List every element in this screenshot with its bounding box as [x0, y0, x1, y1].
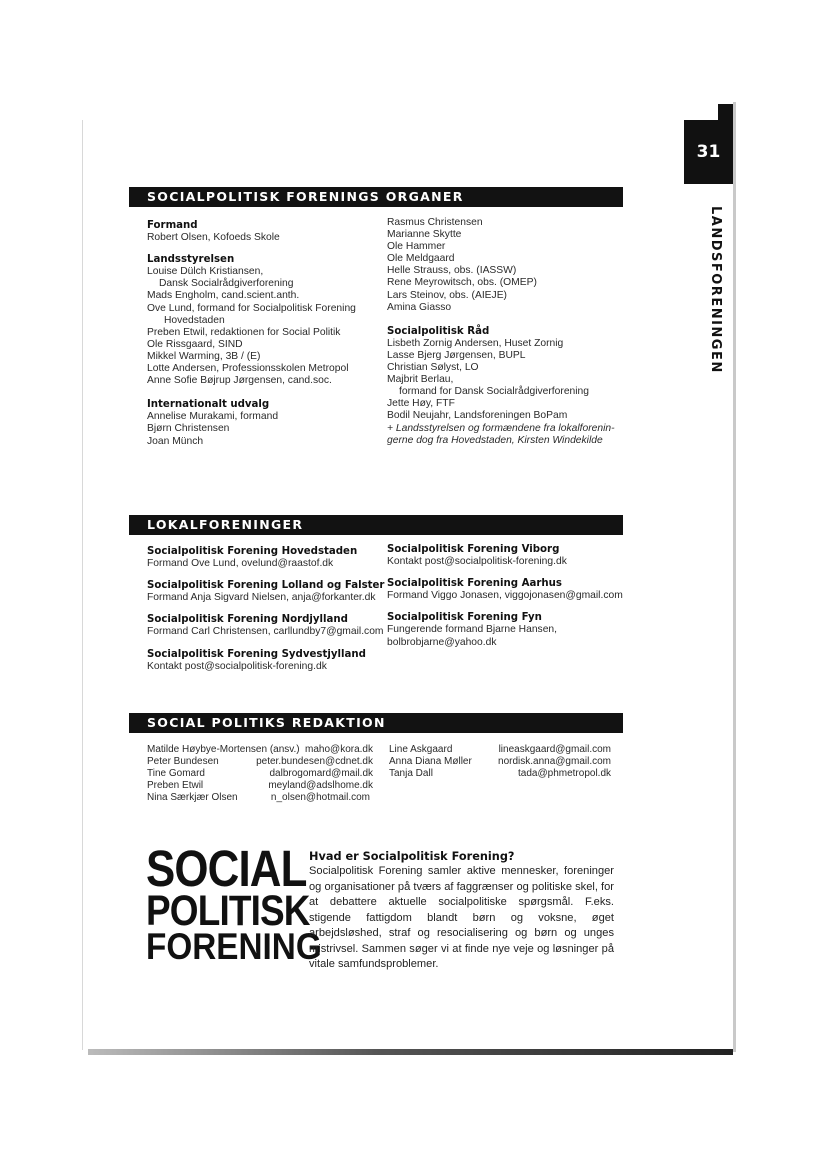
landsstyrelsen-member: Rene Meyrowitsch, obs. (OMEP) [387, 277, 537, 289]
raad-member: Majbrit Berlau, [387, 374, 454, 386]
page-number: 31 [684, 120, 733, 184]
landsstyrelsen-member: Lars Steinov, obs. (AIEJE) [387, 289, 507, 301]
landsstyrelsen-heading: Landsstyrelsen [147, 254, 235, 266]
landsstyrelsen-member: Helle Strauss, obs. (IASSW) [387, 265, 517, 277]
lokalforening-contact: Kontakt post@socialpolitisk-forening.dk [387, 556, 567, 568]
logo-line: POLITISK [146, 887, 310, 935]
raad-member: Christian Sølyst, LO [387, 362, 479, 374]
raad-member: Lisbeth Zornig Andersen, Huset Zornig [387, 337, 564, 349]
redaktion-member-email: meyland@adslhome.dk [268, 780, 373, 791]
about-text: Socialpolitisk Forening samler aktive mennesker, foreninger og organisationer på tværs af faggrænser og politiske skel, for at debattere aktuelle socialpolitiske spørgsmål. F.eks. stigende fattigdom blandt børn og voksne, øget arbejdsløshed, straf og resocialisering og børn og unges mistrivsel. Sammen søger vi at finde nye veje og løsninger på vitale samfundsproblemer. [309, 865, 614, 970]
logo-line: FORENING [146, 926, 322, 967]
landsstyrelsen-member: Preben Etwil, redaktionen for Social Politik [147, 326, 341, 338]
redaktion-member-email: peter.bundesen@cdnet.dk [256, 756, 373, 767]
lokalforening-name: Socialpolitisk Forening Lolland og Falster [147, 580, 385, 592]
lokalforening-contact: Formand Anja Sigvard Nielsen, anja@forkanter.dk [147, 592, 376, 604]
landsstyrelsen-member: Ole Meldgaard [387, 253, 455, 265]
lokalforening-name: Socialpolitisk Forening Fyn [387, 612, 542, 624]
lokalforening-name: Socialpolitisk Forening Viborg [387, 544, 560, 555]
bottom-rule [88, 1049, 733, 1055]
raad-member: Jette Høy, FTF [387, 398, 455, 410]
redaktion-right-list [389, 744, 611, 784]
raad-member: Bodil Neujahr, Landsforeningen BoPam [387, 410, 568, 422]
internationalt-heading: Internationalt udvalg [147, 399, 270, 411]
redaktion-member-email: lineaskgaard@gmail.com [498, 744, 611, 755]
landsstyrelsen-member: Anne Sofie Bøjrup Jørgensen, cand.soc. [147, 375, 332, 387]
section-side-label: LANDSFORENINGEN [708, 206, 723, 374]
raad-member: formand for Dansk Socialrådgiverforening [399, 386, 590, 398]
lokalforening-contact: Formand Viggo Jonasen, viggojonasen@gmail.com [387, 590, 623, 602]
landsstyrelsen-member: Dansk Socialrådgiverforening [159, 278, 294, 290]
raad-member: Lasse Bjerg Jørgensen, BUPL [387, 349, 526, 361]
raad-heading: Socialpolitisk Råd [387, 325, 490, 337]
lokalforening-name: Socialpolitisk Forening Hovedstaden [147, 546, 358, 557]
landsstyrelsen-member: Rasmus Christensen [387, 217, 483, 228]
formand-heading: Formand [147, 220, 198, 231]
lokal-right-column [387, 544, 623, 649]
landsstyrelsen-member: Lotte Andersen, Professionsskolen Metropol [147, 363, 349, 375]
landsstyrelsen-member: Mads Engholm, cand.scient.anth. [147, 290, 300, 302]
lokalforening-contact: Formand Carl Christensen, carllundby7@gmail.com [147, 626, 384, 638]
logo-line: SOCIAL [146, 840, 307, 897]
redaktion-member-name: Nina Særkjær Olsen [147, 792, 238, 803]
landsstyrelsen-member: Mikkel Warming, 3B / (E) [147, 350, 261, 362]
lokalforening-name: Socialpolitisk Forening Aarhus [387, 578, 562, 590]
redaktion-member-name: Tine Gomard [147, 768, 205, 779]
redaktion-member-email: maho@kora.dk [305, 744, 373, 755]
internationalt-member: Annelise Murakami, formand [147, 411, 279, 423]
landsstyrelsen-member: Amina Giasso [387, 301, 452, 313]
landsstyrelsen-member: Marianne Skytte [387, 229, 462, 241]
lokalforening-contact: Formand Ove Lund, ovelund@raastof.dk [147, 558, 334, 570]
redaktion-member-name: Matilde Høybye-Mortensen (ansv.) [147, 744, 300, 755]
redaktion-header: SOCIAL POLITIKS REDAKTION [129, 713, 623, 733]
redaktion-member-email: nordisk.anna@gmail.com [498, 756, 611, 767]
redaktion-member-name: Tanja Dall [389, 768, 433, 779]
lokal-header: LOKALFORENINGER [129, 515, 623, 535]
raad-note: gerne dog fra Hovedstaden, Kirsten Windekilde [387, 434, 603, 446]
page-edge [82, 120, 83, 1050]
redaktion-member-name: Preben Etwil [147, 780, 204, 791]
redaktion-member-email: tada@phmetropol.dk [518, 768, 611, 779]
redaktion-member-name: Peter Bundesen [147, 756, 219, 767]
landsstyrelsen-member: Ove Lund, formand for Socialpolitisk Forening [147, 302, 356, 314]
redaktion-member-name: Line Askgaard [389, 744, 453, 755]
formand-name: Robert Olsen, Kofoeds Skole [147, 232, 280, 244]
lokal-left-column [147, 546, 384, 673]
redaktion-left-list [147, 744, 373, 808]
lokalforening-contact: Fungerende formand Bjarne Hansen, [387, 624, 558, 636]
lokalforening-name: Socialpolitisk Forening Nordjylland [147, 614, 348, 626]
internationalt-member: Bjørn Christensen [147, 423, 230, 435]
about-title: Hvad er Socialpolitisk Forening? [309, 850, 515, 863]
organer-left-column [147, 220, 356, 448]
redaktion-member-email: dalbrogomard@mail.dk [269, 768, 373, 779]
lokalforening-name: Socialpolitisk Forening Sydvestjylland [147, 648, 366, 660]
lokalforening-contact: bolbrobjarne@yahoo.dk [387, 636, 497, 648]
organer-right-column [387, 217, 615, 447]
landsstyrelsen-member: Louise Dülch Kristiansen, [147, 266, 264, 278]
page-right-edge [733, 102, 736, 1052]
landsstyrelsen-member: Ole Hammer [387, 241, 446, 253]
redaktion-member-email: n_olsen@hotmail.com [270, 792, 370, 803]
landsstyrelsen-member: Hovedstaden [164, 314, 225, 326]
redaktion-member-name: Anna Diana Møller [389, 756, 472, 767]
raad-note: + Landsstyrelsen og formændene fra lokalforenin- [387, 422, 615, 434]
organer-header: SOCIALPOLITISK FORENINGS ORGANER [129, 187, 623, 207]
landsstyrelsen-member: Ole Rissgaard, SIND [147, 338, 243, 350]
lokalforening-contact: Kontakt post@socialpolitisk-forening.dk [147, 660, 327, 672]
internationalt-member: Joan Münch [147, 435, 204, 447]
